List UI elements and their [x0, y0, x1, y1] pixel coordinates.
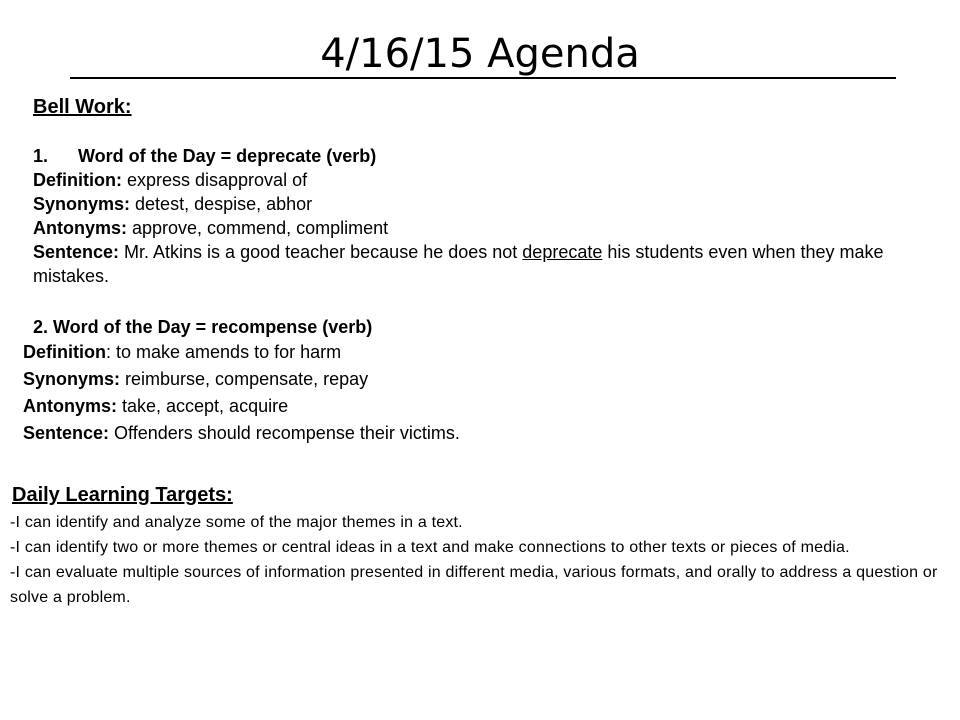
- page-title: 4/16/15 Agenda: [320, 31, 640, 77]
- word-of-day-2: [23, 315, 943, 447]
- bell-work-heading: Bell Work:: [33, 96, 132, 118]
- learning-targets-heading-colon: :: [226, 484, 233, 506]
- synonyms-label: Synonyms:: [23, 369, 121, 389]
- word-number: 1.: [33, 146, 49, 166]
- sentence-line: [23, 420, 943, 447]
- antonyms-text: approve, commend, compliment: [127, 218, 389, 238]
- antonyms-label: Antonyms:: [33, 218, 127, 238]
- word-heading: [33, 144, 943, 168]
- antonyms-line: [23, 393, 943, 420]
- sentence-highlighted-word: deprecate: [522, 242, 603, 262]
- sentence-text-after: his students even when they make mistakes.: [33, 242, 884, 286]
- sentence-text-before: Mr. Atkins is a good teacher because he does not: [119, 242, 523, 262]
- antonyms-line: [33, 216, 943, 240]
- synonyms-text: reimburse, compensate, repay: [120, 369, 369, 389]
- definition-label: Definition:: [33, 170, 122, 190]
- learning-targets-heading-text: Daily Learning Targets: [12, 484, 227, 506]
- synonyms-label: Synonyms:: [33, 194, 131, 214]
- learning-target-item: -I can identify and analyze some of the major themes in a text.: [10, 514, 463, 531]
- learning-target-item: -I can evaluate multiple sources of information presented in different media, various formats, and orally to address a question or solve a problem.: [10, 564, 938, 606]
- synonyms-line: [33, 192, 943, 216]
- antonyms-label: Antonyms:: [23, 396, 117, 416]
- learning-target-item: -I can identify two or more themes or central ideas in a text and make connections to other texts or pieces of media.: [10, 539, 850, 556]
- definition-text: express disapproval of: [121, 170, 308, 190]
- antonyms-text: take, accept, acquire: [117, 396, 289, 416]
- sentence-label: Sentence:: [23, 423, 110, 443]
- definition-line: [23, 339, 943, 366]
- synonyms-text: detest, despise, abhor: [130, 194, 313, 214]
- sentence-line: [33, 240, 943, 288]
- definition-text: : to make amends to for harm: [106, 342, 342, 362]
- word-heading: 2. Word of the Day = recompense (verb): [33, 317, 373, 337]
- title-divider: [70, 77, 896, 79]
- learning-targets-heading: [12, 483, 233, 507]
- definition-label: Definition: [23, 342, 106, 362]
- learning-targets-list: [10, 510, 950, 610]
- sentence-text: Offenders should recompense their victims.: [109, 423, 460, 443]
- word-of-day-1: [33, 144, 943, 288]
- definition-line: [33, 168, 943, 192]
- sentence-label: Sentence:: [33, 242, 120, 262]
- word-heading-text: Word of the Day = deprecate (verb): [78, 146, 377, 166]
- synonyms-line: [23, 366, 943, 393]
